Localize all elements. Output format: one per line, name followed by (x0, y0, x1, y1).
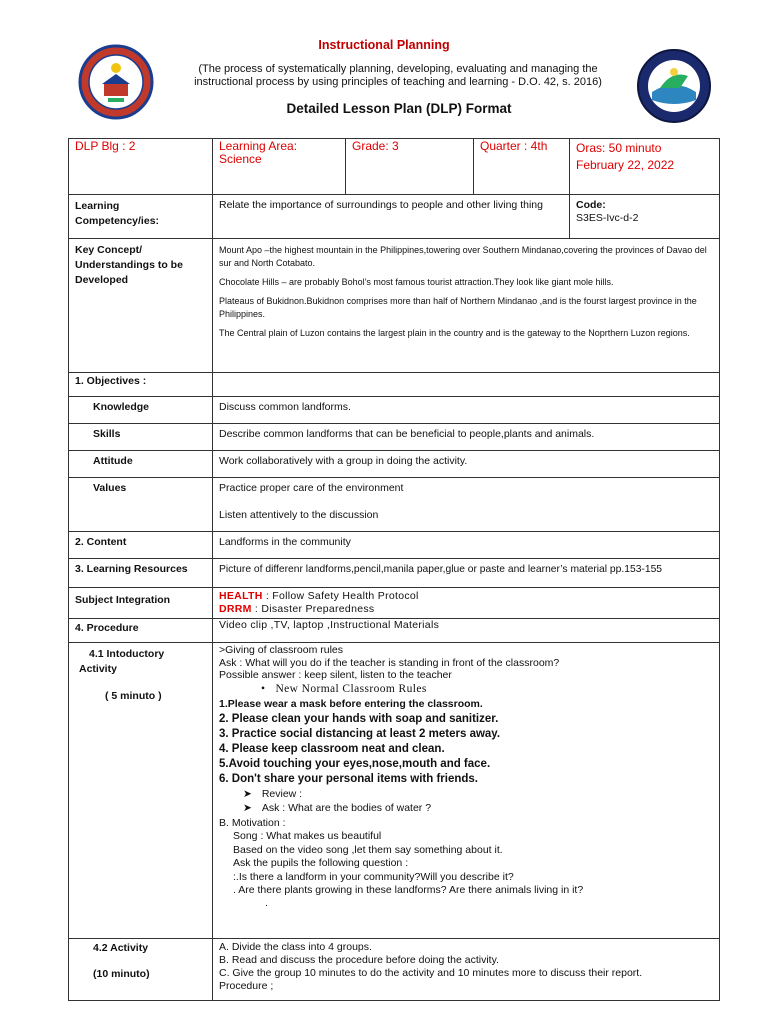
competency-text: Relate the importance of surroundings to people and other living thing (213, 195, 570, 239)
objectives-label: 1. Objectives : (69, 373, 213, 397)
lesson-date: February 22, 2022 (576, 158, 675, 172)
learning-area-label: Learning Area: (219, 139, 298, 153)
oras-cell (570, 139, 720, 195)
activity-text: A. Divide the class into 4 groups. B. Read and discuss the procedure before doing the activity. C. Give the group 10 minutes to do the activity and 10 minutes more to discuss their report. Procedure ; (213, 939, 720, 1001)
skills-row (69, 424, 720, 451)
subtitle-line-1: (The process of systematically planning, developing, evaluating and managing the (198, 63, 598, 75)
values-line-2: Listen attentively to the discussion (219, 509, 379, 521)
values-line-1: Practice proper care of the environment (219, 482, 404, 494)
knowledge-row (69, 397, 720, 424)
activity-label: 4.2 Activity (10 minuto) (69, 939, 213, 1001)
values-label: Values (69, 478, 213, 532)
ask-water-line: ➤ Ask : What are the bodies of water ? (243, 802, 432, 814)
dlp-heading: Detailed Lesson Plan (DLP) Format (286, 101, 512, 116)
info-row (69, 139, 720, 195)
key-concept-text (213, 239, 720, 373)
procedure-text: Video clip ,TV, laptop ,Instructional Materials (213, 619, 720, 643)
objectives-empty (213, 373, 720, 397)
rule-1: 1.Please wear a mask before entering the classroom. (219, 697, 483, 710)
drrm-key: DRRM (219, 603, 252, 615)
learning-area-cell (213, 139, 346, 195)
values-row (69, 478, 720, 532)
activity-time: (10 minuto) (93, 968, 150, 980)
resources-row (69, 559, 720, 588)
learning-area-value: Science (219, 152, 262, 166)
arrow-icon: ➤ (243, 787, 252, 800)
integration-row (69, 588, 720, 619)
procedure-label: 4. Procedure (69, 619, 213, 643)
intro-activity-text: >Giving of classroom rules Ask : What will you do if the teacher is standing in front of the classroom? Possible answer : keep silent, listen to the teacher • New Normal Classroom Rules 1.Please wear a mask before entering the classroom. 2. Please clean your hands with soap and sanitizer. 3. Practice social distancing at least 2 meters away. 4. Please keep classroom neat and clean. 5.Avoid touching your eyes,nose,mouth and face. 6. Don't share your personal items with friends. ➤ Review : ➤ Ask : What are the bodies of water ? B. Motivation : Song : What makes us beautiful Based on the video song ,let them say something about it. Ask the pupils the following question : :.Is there a landform in your community?Will you describe it? . Are there plants growing in these landforms? Are there animals living in it? . (213, 643, 720, 939)
quarter-cell: Quarter : 4th (474, 139, 570, 195)
dlp-number: DLP Blg : 2 (69, 139, 213, 195)
integration-text (213, 588, 720, 619)
oras-value: Oras: 50 minuto (576, 141, 662, 155)
rule-2: 2. Please clean your hands with soap and sanitizer. (219, 712, 499, 725)
rule-6: 6. Don't share your personal items with friends. (219, 772, 478, 785)
knowledge-label: Knowledge (69, 397, 213, 424)
attitude-text: Work collaboratively with a group in doing the activity. (213, 451, 720, 478)
attitude-label: Attitude (69, 451, 213, 478)
rule-3: 3. Practice social distancing at least 2 meters away. (219, 727, 501, 740)
health-key: HEALTH (219, 590, 263, 602)
resources-text: Picture of differenr landforms,pencil,manila paper,glue or paste and learner’s material pp.153-155 (213, 559, 720, 588)
arrow-icon: ➤ (243, 802, 252, 814)
content-text: Landforms in the community (213, 532, 720, 559)
review-line: ➤ Review : (243, 787, 303, 800)
activity-row (69, 939, 720, 1001)
procedure-row (69, 619, 720, 643)
health-value: : Follow Safety Health Protocol (262, 590, 419, 602)
code-cell (570, 195, 720, 239)
competency-row (69, 195, 720, 239)
integration-label: Subject Integration (69, 588, 213, 619)
knowledge-text: Discuss common landforms. (213, 397, 720, 424)
rules-bullet: • New Normal Classroom Rules (261, 682, 427, 695)
content-label: 2. Content (69, 532, 213, 559)
grade-cell: Grade: 3 (346, 139, 474, 195)
concept-central-plain: The Central plain of Luzon contains the largest plain in the country and is the gateway to the Noprthern Luzon regions. (219, 328, 690, 338)
competency-label: Learning Competency/ies: (69, 195, 213, 239)
values-text (213, 478, 720, 532)
subtitle-line-2: instructional process by using principles of teaching and learning - D.O. 42, s. 2016) (194, 76, 602, 88)
content-row (69, 532, 720, 559)
document-subtitle (168, 63, 628, 89)
key-concept-label: Key Concept/ Understandings to be Developed (69, 239, 213, 373)
code-label: Code: (576, 199, 606, 211)
concept-bukidnon: Plateaus of Bukidnon.Bukidnon comprises more than half of Northern Mindanao ,and is the fourst largest province in the Philippines. (219, 296, 697, 319)
attitude-row (69, 451, 720, 478)
document-title: Instructional Planning (318, 38, 450, 52)
concept-chocolate-hills: Chocolate Hills – are probably Bohol’s most famous tourist attraction.They look like giant mole hills. (219, 277, 614, 287)
drrm-value: : Disaster Preparedness (251, 603, 375, 615)
rule-5: 5.Avoid touching your eyes,nose,mouth and face. (219, 757, 491, 770)
key-concept-row (69, 239, 720, 373)
dlp-table (68, 138, 720, 1001)
intro-activity-label: 4.1 Intoductory Activity ( 5 minuto ) (69, 643, 213, 939)
intro-activity-row (69, 643, 720, 939)
objectives-row (69, 373, 720, 397)
intro-time: ( 5 minuto ) (105, 690, 162, 702)
concept-mount-apo: Mount Apo –the highest mountain in the Philippines,towering over Southern Mindanao,covering the provinces of Davao del sur and North Cotabato. (219, 245, 707, 268)
code-value: S3ES-Ivc-d-2 (576, 212, 639, 224)
skills-text: Describe common landforms that can be beneficial to people,plants and animals. (213, 424, 720, 451)
rule-4: 4. Please keep classroom neat and clean. (219, 742, 445, 755)
skills-label: Skills (69, 424, 213, 451)
resources-label: 3. Learning Resources (69, 559, 213, 588)
